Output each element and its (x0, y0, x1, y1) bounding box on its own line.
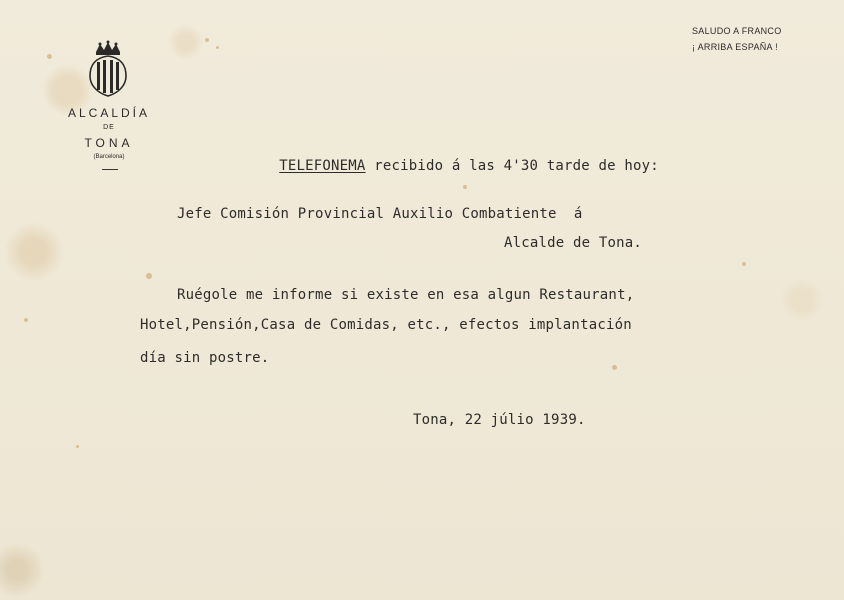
paper-stain (216, 46, 219, 49)
letterhead-tona: TONA (84, 136, 134, 150)
letterhead-de: DE (103, 124, 115, 131)
paper-stain (24, 318, 28, 322)
paper-stain (612, 365, 617, 370)
coat-of-arms-icon (86, 40, 130, 98)
paper-stain (146, 273, 152, 279)
paper-stain (47, 54, 52, 59)
motto-line-1: SALUDO A FRANCO (692, 26, 782, 36)
letterhead-province: (Barcelona) (93, 154, 125, 160)
motto-line-2: ¡ ARRIBA ESPAÑA ! (692, 42, 778, 52)
letterhead-alcaldia: ALCALDÍA (67, 106, 151, 120)
message-line-1: Ruégole me informe si existe en esa algun Restaurant, (177, 287, 635, 303)
telegram-label: TELEFONEMA (279, 158, 366, 174)
date-line: Tona, 22 júlio 1939. (413, 412, 586, 428)
paper-stain (76, 445, 79, 448)
sender-line: Jefe Comisión Provincial Auxilio Combatiente á (177, 206, 583, 222)
message-line-3: día sin postre. (140, 350, 270, 366)
letterhead-rule (102, 169, 118, 170)
telegram-received-time: recibido á las 4'30 tarde de hoy: (365, 158, 659, 174)
paper-stain (742, 262, 746, 266)
recipient-line: Alcalde de Tona. (504, 235, 643, 251)
paper-stain (205, 38, 209, 42)
paper-stain (463, 185, 467, 189)
message-line-2: Hotel,Pensión,Casa de Comidas, etc., efectos implantación (140, 317, 632, 333)
telegram-header (262, 142, 659, 174)
